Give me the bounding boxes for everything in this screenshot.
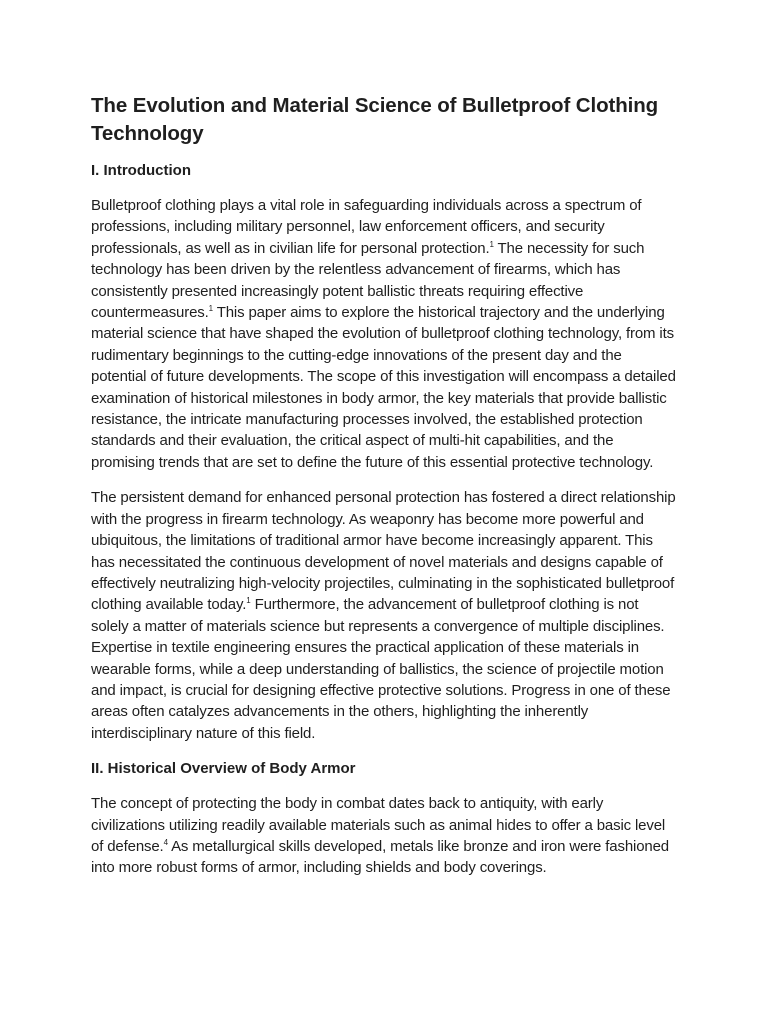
citation-marker: 4 (163, 837, 168, 847)
citation-marker: 1 (246, 596, 251, 606)
paragraph: Bulletproof clothing plays a vital role in safeguarding individuals across a spectrum of professions, including military personnel, law enforcement officers, and security professionals, as well as in civilian life for personal protection.$^1$ The necessity for such technology has been driven by the relentless advancement of firearms, which has consistently presented increasingly potent ballistic threats requiring effective countermeasures.$^1$ This paper aims to explore the historical trajectory and the underlying material science that have shaped the evolution of bulletproof clothing technology, from its rudimentary beginnings to the cutting-edge innovations of the present day and the potential of future developments. The scope of this investigation will encompass a detailed examination of historical milestones in body armor, the key materials that provide ballistic resistance, the intricate manufacturing processes involved, the established protection standards and their evaluation, the critical aspect of multi-hit capabilities, and the promising trends that are set to define the future of this essential protective technology. (91, 197, 676, 471)
paragraph: The persistent demand for enhanced personal protection has fostered a direct relationship with the progress in firearm technology. As weaponry has become more powerful and ubiquitous, the limitations of traditional armor have become increasingly apparent. This has necessitated the continuous development of novel materials and designs capable of effectively neutralizing high-velocity projectiles, culminating in the sophisticated bulletproof clothing available today.$^1$ Furthermore, the advancement of bulletproof clothing is not solely a matter of materials science but represents a convergence of multiple disciplines. Expertise in textile engineering ensures the practical application of these materials in wearable forms, while a deep understanding of ballistics, the science of projectile motion and impact, is crucial for designing effective protective solutions. Progress in one of these areas often catalyzes advancements in the others, highlighting the inherently interdisciplinary nature of this field. (91, 489, 676, 742)
citation-marker: 1 (489, 239, 494, 249)
citation-marker: 1 (208, 304, 213, 314)
document-title: The Evolution and Material Science of Bulletproof Clothing Technology (91, 94, 659, 145)
section-heading-introduction: I. Introduction (91, 162, 191, 179)
paragraph: The concept of protecting the body in combat dates back to antiquity, with early civilizations utilizing readily available materials such as animal hides to offer a basic level of defense.$^4$ As metallurgical skills developed, metals like bronze and iron were fashioned into more robust forms of armor, including shields and body coverings. (91, 795, 669, 877)
section-heading-historical-overview: II. Historical Overview of Body Armor (91, 760, 356, 778)
